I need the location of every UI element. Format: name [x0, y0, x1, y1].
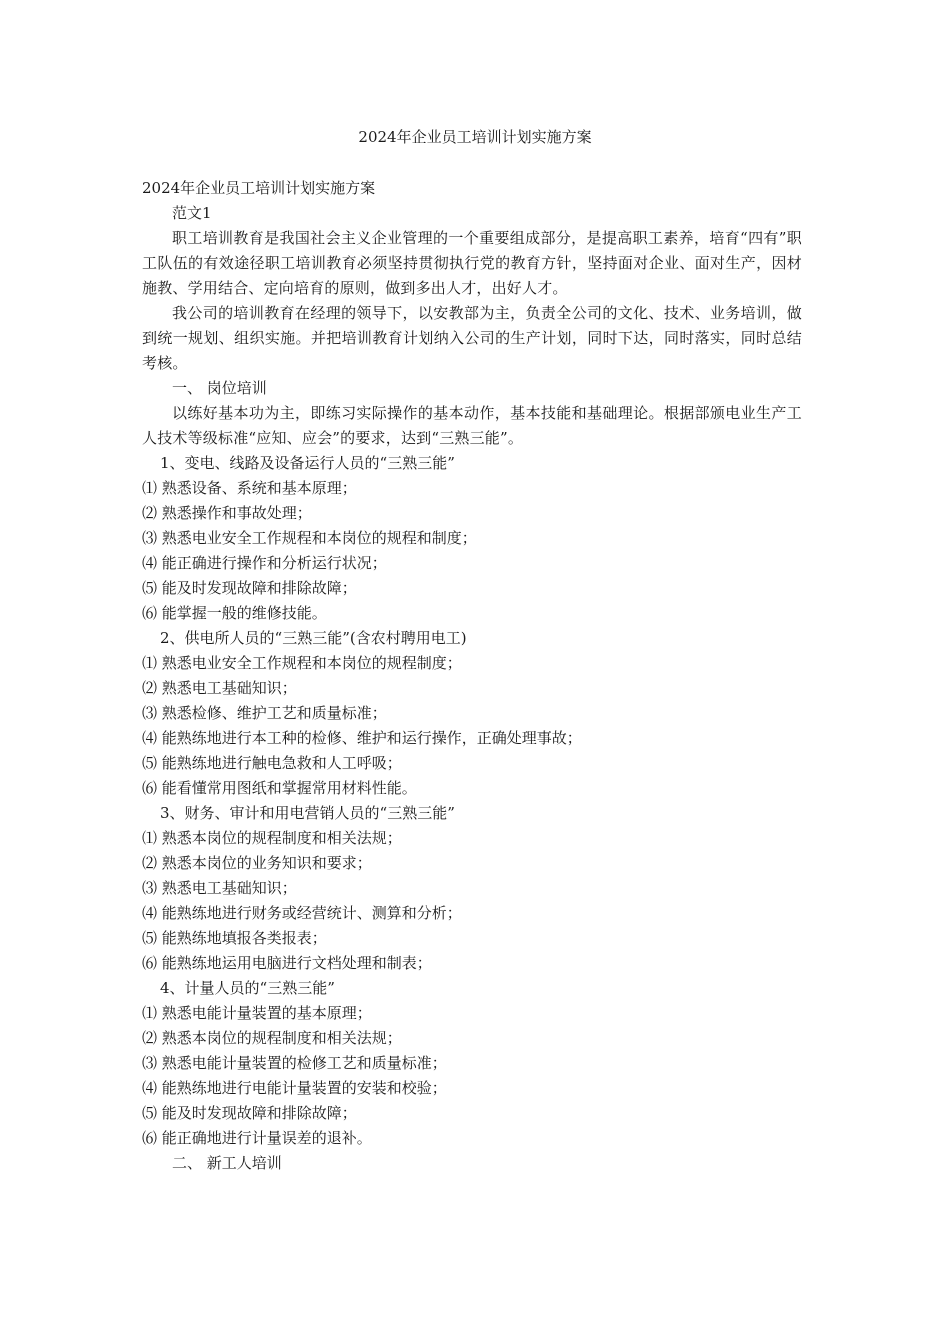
list-item: ⑶ 熟悉电工基础知识；	[142, 879, 297, 897]
paragraph-organization: 我公司的培训教育在经理的领导下，以安教部为主，负责全公司的文化、技术、业务培训，做到统一规划、组织实施。并把培训教育计划纳入公司的生产计划，同时下达，同时落实，同时总结考核。	[142, 304, 802, 372]
list-item: ⑹ 能正确地进行计量误差的退补。	[142, 1129, 372, 1147]
list-item: ⑹ 能熟练地运用电脑进行文档处理和制表；	[142, 954, 432, 972]
list-item: ⑸ 能熟练地进行触电急救和人工呼吸；	[142, 754, 402, 772]
group-heading-finance: 3、财务、审计和用电营销人员的“三熟三能”	[160, 804, 455, 822]
list-item: ⑸ 能及时发现故障和排除故障；	[142, 579, 357, 597]
list-item: ⑴ 熟悉电业安全工作规程和本岗位的规程制度；	[142, 654, 462, 672]
group-heading-power-supply: 2、供电所人员的“三熟三能”(含农村聘用电工)	[160, 629, 467, 647]
list-item: ⑸ 能熟练地填报各类报表；	[142, 929, 327, 947]
document-title: 2024年企业员工培训计划实施方案	[358, 128, 592, 146]
section-heading-post-training: 一、 岗位培训	[172, 379, 267, 397]
list-item: ⑴ 熟悉设备、系统和基本原理；	[142, 479, 357, 497]
list-item: ⑷ 能熟练地进行电能计量装置的安装和校验；	[142, 1079, 447, 1097]
group-heading-operations: 1、变电、线路及设备运行人员的“三熟三能”	[160, 454, 455, 472]
list-item: ⑷ 能熟练地进行财务或经营统计、测算和分析；	[142, 904, 462, 922]
list-item: ⑷ 能正确进行操作和分析运行状况；	[142, 554, 387, 572]
document-body	[142, 176, 802, 1176]
list-item: ⑶ 熟悉电能计量装置的检修工艺和质量标准；	[142, 1054, 447, 1072]
list-item: ⑵ 熟悉操作和事故处理；	[142, 504, 312, 522]
list-item: ⑵ 熟悉本岗位的规程制度和相关法规；	[142, 1029, 402, 1047]
list-item: ⑹ 能掌握一般的维修技能。	[142, 604, 327, 622]
section-heading-new-worker-training: 二、 新工人培训	[172, 1154, 282, 1172]
paragraph-post-training-intro: 以练好基本功为主，即练习实际操作的基本动作，基本技能和基础理论。根据部颁电业生产工人技术等级标准“应知、应会”的要求，达到“三熟三能”。	[142, 404, 802, 447]
list-item: ⑸ 能及时发现故障和排除故障；	[142, 1104, 357, 1122]
paragraph-intro: 职工培训教育是我国社会主义企业管理的一个重要组成部分，是提高职工素养，培育“四有”职工队伍的有效途径职工培训教育必须坚持贯彻执行党的教育方针，坚持面对企业、面对生产，因材施教、学用结合、定向培育的原则，做到多出人才，出好人才。	[142, 229, 802, 297]
list-item: ⑶ 熟悉检修、维护工艺和质量标准；	[142, 704, 387, 722]
list-item: ⑴ 熟悉本岗位的规程制度和相关法规；	[142, 829, 402, 847]
document-subtitle: 2024年企业员工培训计划实施方案	[142, 179, 376, 197]
list-item: ⑹ 能看懂常用图纸和掌握常用材料性能。	[142, 779, 417, 797]
list-item: ⑵ 熟悉本岗位的业务知识和要求；	[142, 854, 372, 872]
sample-label: 范文1	[172, 204, 212, 222]
list-item: ⑴ 熟悉电能计量装置的基本原理；	[142, 1004, 372, 1022]
list-item: ⑷ 能熟练地进行本工种的检修、维护和运行操作，正确处理事故；	[142, 729, 582, 747]
group-heading-metering: 4、计量人员的“三熟三能”	[160, 979, 335, 997]
list-item: ⑵ 熟悉电工基础知识；	[142, 679, 297, 697]
list-item: ⑶ 熟悉电业安全工作规程和本岗位的规程和制度；	[142, 529, 477, 547]
